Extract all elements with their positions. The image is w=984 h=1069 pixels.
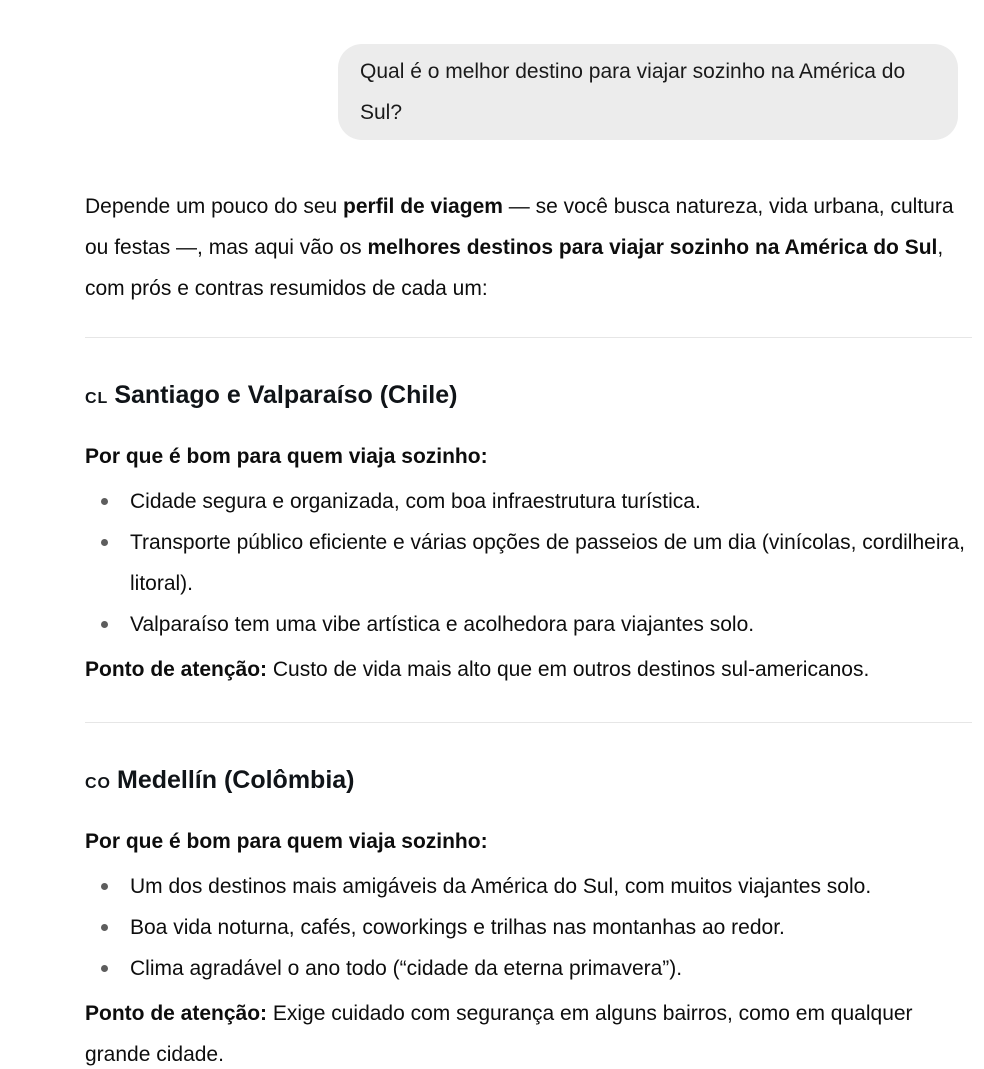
intro-text: Depende um pouco do seu bbox=[85, 195, 344, 218]
section-divider bbox=[85, 337, 972, 338]
list-item: Boa vida noturna, cafés, coworkings e trilhas nas montanhas ao redor. bbox=[130, 907, 972, 948]
user-message-row bbox=[85, 44, 972, 140]
bullet-list-colombia bbox=[85, 866, 972, 989]
attention-note-colombia bbox=[85, 993, 972, 1069]
list-item: Transporte público eficiente e várias opções de passeios de um dia (vinícolas, cordilheira, litoral). bbox=[130, 522, 972, 604]
attention-note-chile bbox=[85, 649, 972, 690]
note-label: Ponto de atenção: bbox=[85, 658, 268, 681]
user-message-bubble: Qual é o melhor destino para viajar sozinho na América do Sul? bbox=[338, 44, 958, 140]
list-item: Valparaíso tem uma vibe artística e acolhedora para viajantes solo. bbox=[130, 604, 972, 645]
section-subheading: Por que é bom para quem viaja sozinho: bbox=[85, 445, 488, 468]
assistant-message bbox=[85, 186, 972, 1069]
section-title-text: Medellín (Colômbia) bbox=[117, 766, 355, 794]
section-subheading: Por que é bom para quem viaja sozinho: bbox=[85, 830, 488, 853]
section-title-chile bbox=[85, 378, 972, 416]
intro-paragraph bbox=[85, 186, 972, 309]
list-item: Cidade segura e organizada, com boa infraestrutura turística. bbox=[130, 481, 972, 522]
intro-text: — se você busca natureza, vida urbana, cultura ou festas —, mas aqui vão os bbox=[85, 195, 954, 259]
note-text: Exige cuidado com segurança em alguns bairros, como em qualquer grande cidade. bbox=[85, 1002, 913, 1066]
chile-flag-icon: CL bbox=[85, 390, 109, 407]
intro-bold-destinations: melhores destinos para viajar sozinho na América do Sul bbox=[367, 236, 938, 259]
intro-text: , com prós e contras resumidos de cada um: bbox=[85, 236, 944, 300]
list-item: Clima agradável o ano todo (“cidade da eterna primavera”). bbox=[130, 948, 972, 989]
list-item: Um dos destinos mais amigáveis da América do Sul, com muitos viajantes solo. bbox=[130, 866, 972, 907]
note-text: Custo de vida mais alto que em outros destinos sul-americanos. bbox=[267, 658, 870, 681]
note-label: Ponto de atenção: bbox=[85, 1002, 268, 1025]
bullet-list-chile bbox=[85, 481, 972, 645]
colombia-flag-icon: CO bbox=[85, 775, 111, 792]
section-chile bbox=[85, 378, 972, 690]
section-divider bbox=[85, 722, 972, 723]
section-colombia bbox=[85, 763, 972, 1069]
section-title-colombia bbox=[85, 763, 972, 801]
intro-bold-profile: perfil de viagem bbox=[343, 195, 503, 218]
chat-container bbox=[0, 44, 984, 1069]
section-title-text: Santiago e Valparaíso (Chile) bbox=[114, 381, 458, 409]
